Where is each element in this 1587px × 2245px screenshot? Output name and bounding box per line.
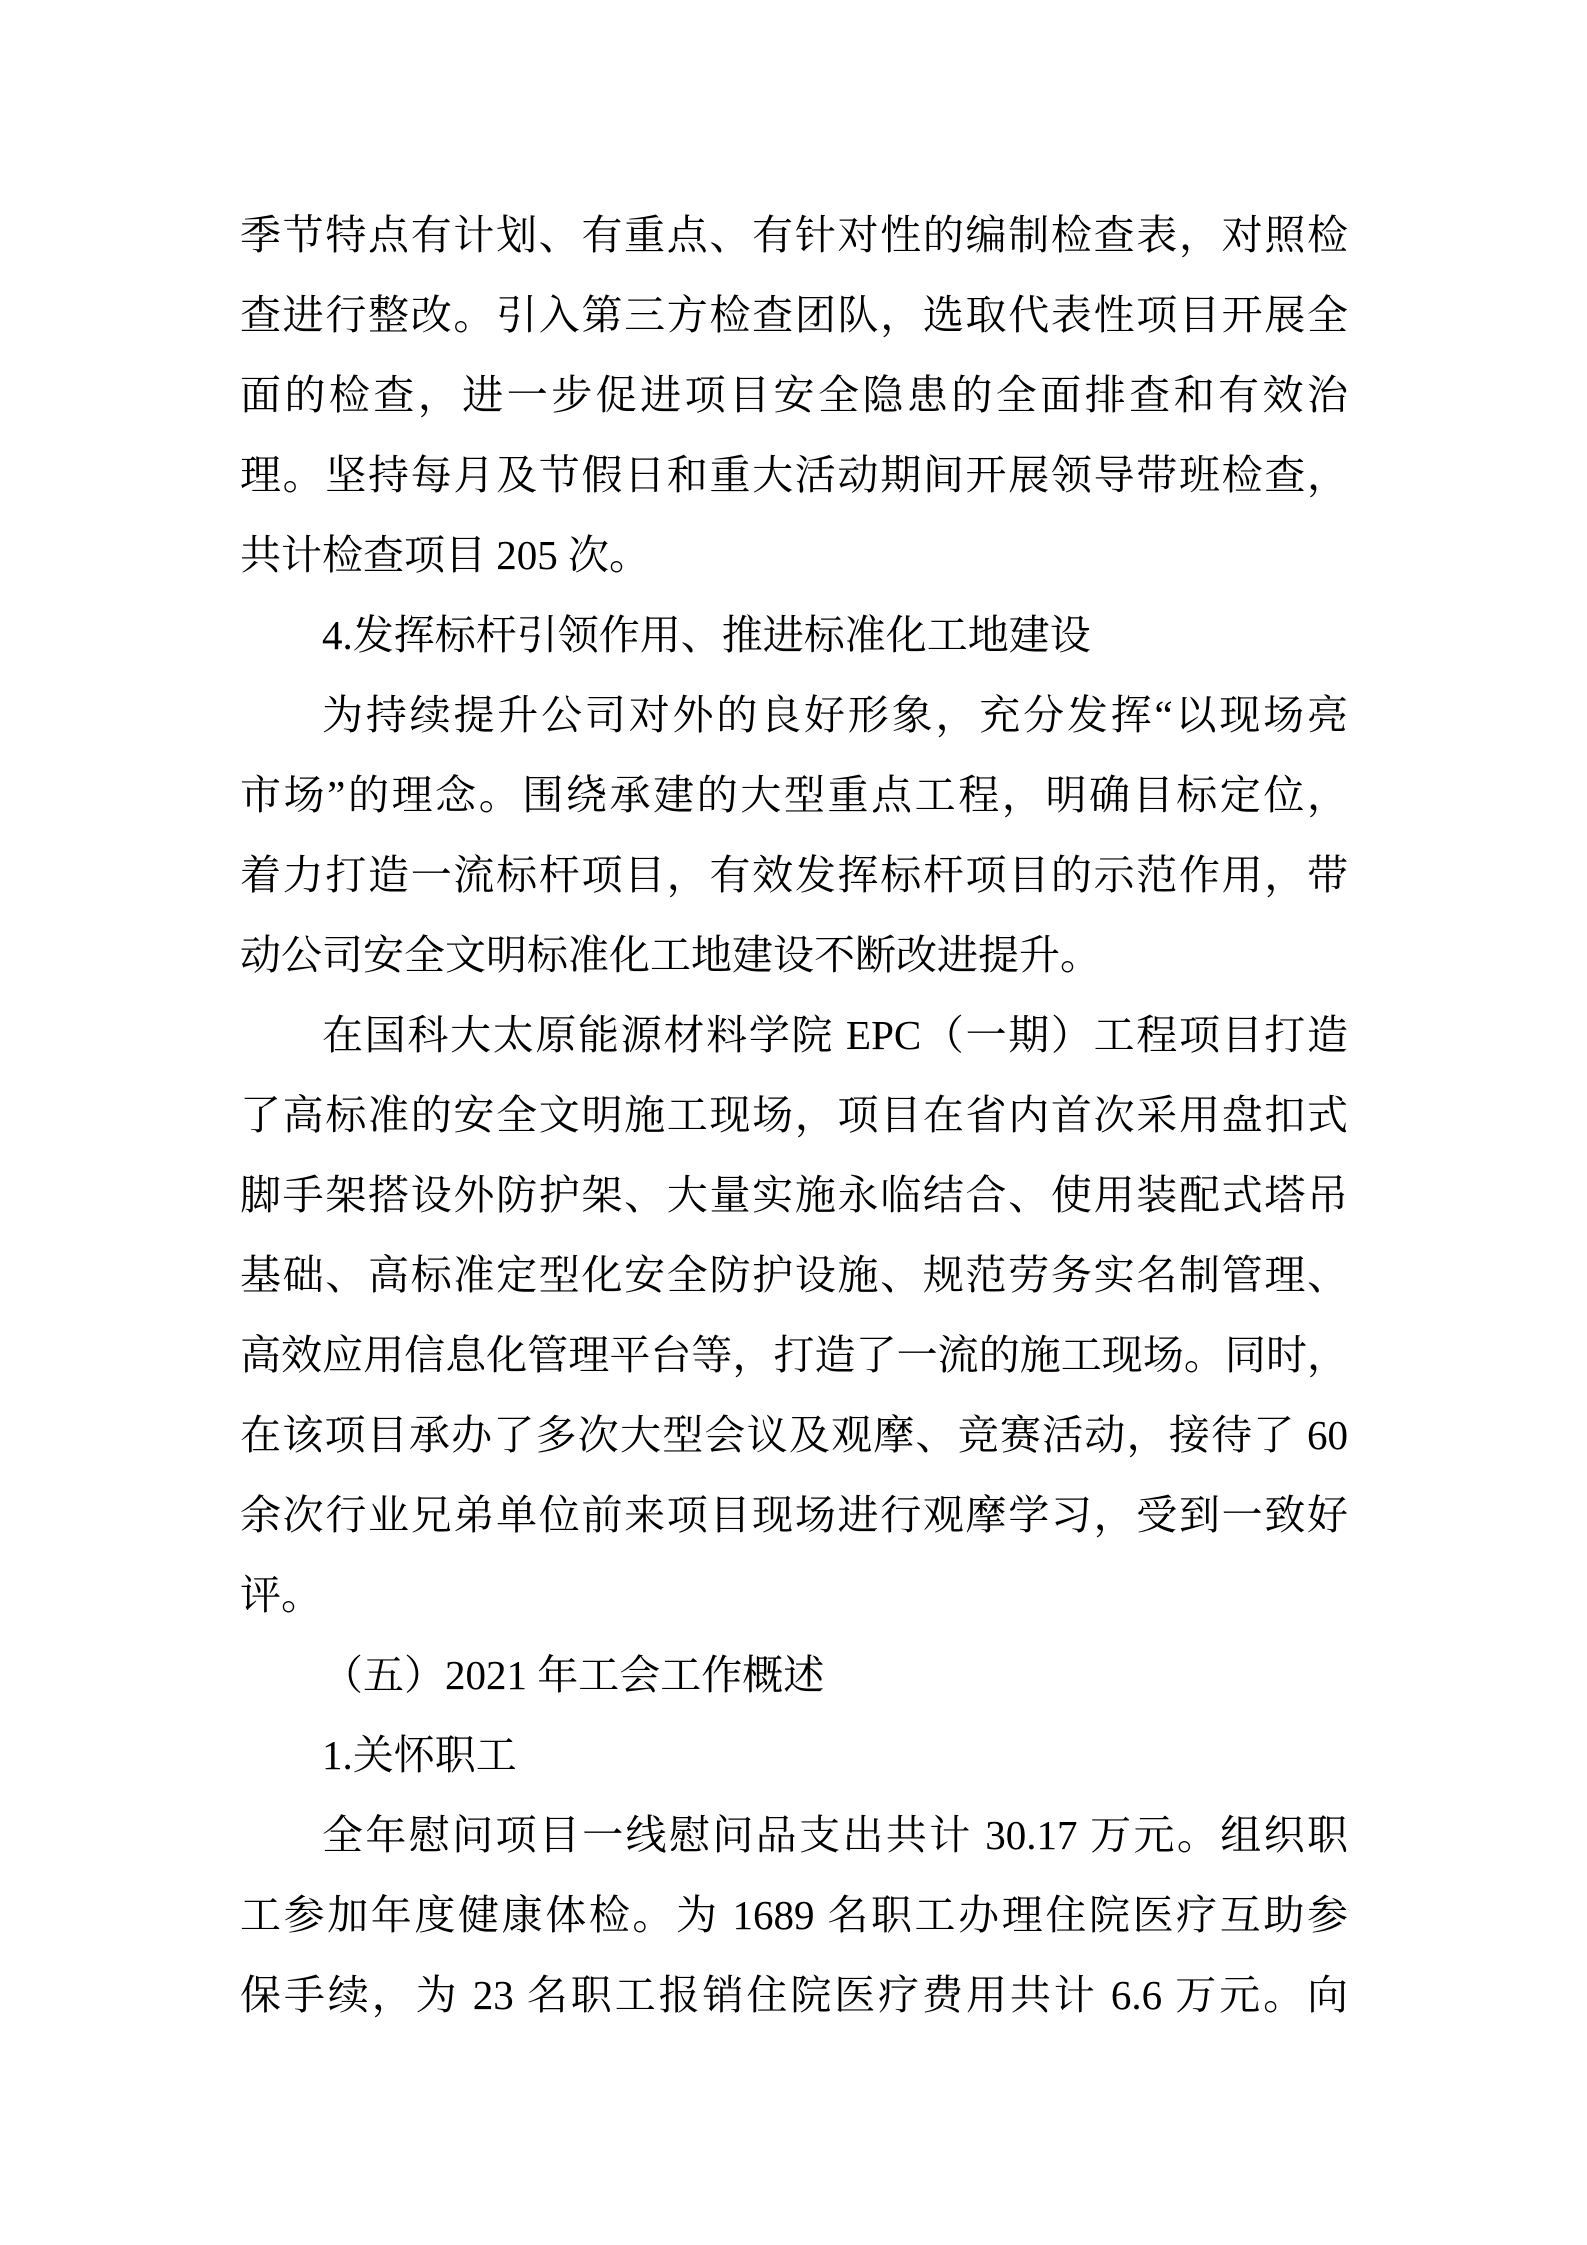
text-line: 了高标准的安全文明施工现场，项目在省内首次采用盘扣式 [240, 1092, 1348, 1138]
text-line: 面的检查，进一步促进项目安全隐患的全面排查和有效治 [240, 372, 1348, 418]
text-line: （五）2021 年工会工作概述 [322, 1652, 825, 1698]
text-line: 保手续，为 23 名职工报销住院医疗费用共计 6.6 万元。向 [240, 1972, 1348, 2018]
text-line: 基础、高标准定型化安全防护设施、规范劳务实名制管理、 [240, 1252, 1348, 1298]
text-line: 余次行业兄弟单位前来项目现场进行观摩学习，受到一致好 [240, 1492, 1348, 1538]
text-line: 评。 [240, 1572, 322, 1618]
text-line: 市场”的理念。围绕承建的大型重点工程，明确目标定位， [240, 772, 1348, 818]
text-line: 动公司安全文明标准化工地建设不断改进提升。 [240, 932, 1101, 978]
text-line: 4.发挥标杆引领作用、推进标准化工地建设 [322, 612, 1091, 658]
text-line: 为持续提升公司对外的良好形象，充分发挥“以现场亮 [322, 692, 1348, 738]
text-line: 脚手架搭设外防护架、大量实施永临结合、使用装配式塔吊 [240, 1172, 1348, 1218]
text-line: 高效应用信息化管理平台等，打造了一流的施工现场。同时， [240, 1332, 1348, 1378]
text-line: 季节特点有计划、有重点、有针对性的编制检查表，对照检 [240, 212, 1348, 258]
text-line: 1.关怀职工 [322, 1732, 517, 1778]
text-line: 在国科大太原能源材料学院 EPC（一期）工程项目打造 [322, 1012, 1348, 1058]
text-line: 理。坚持每月及节假日和重大活动期间开展领导带班检查， [240, 452, 1348, 498]
text-line: 在该项目承办了多次大型会议及观摩、竞赛活动，接待了 60 [240, 1412, 1348, 1458]
text-line: 全年慰问项目一线慰问品支出共计 30.17 万元。组织职 [322, 1812, 1348, 1858]
text-line: 共计检查项目 205 次。 [240, 532, 650, 578]
text-line: 查进行整改。引入第三方检查团队，选取代表性项目开展全 [240, 292, 1348, 338]
text-line: 着力打造一流标杆项目，有效发挥标杆项目的示范作用，带 [240, 852, 1348, 898]
text-line: 工参加年度健康体检。为 1689 名职工办理住院医疗互助参 [240, 1892, 1348, 1938]
text-block [240, 195, 1348, 2035]
